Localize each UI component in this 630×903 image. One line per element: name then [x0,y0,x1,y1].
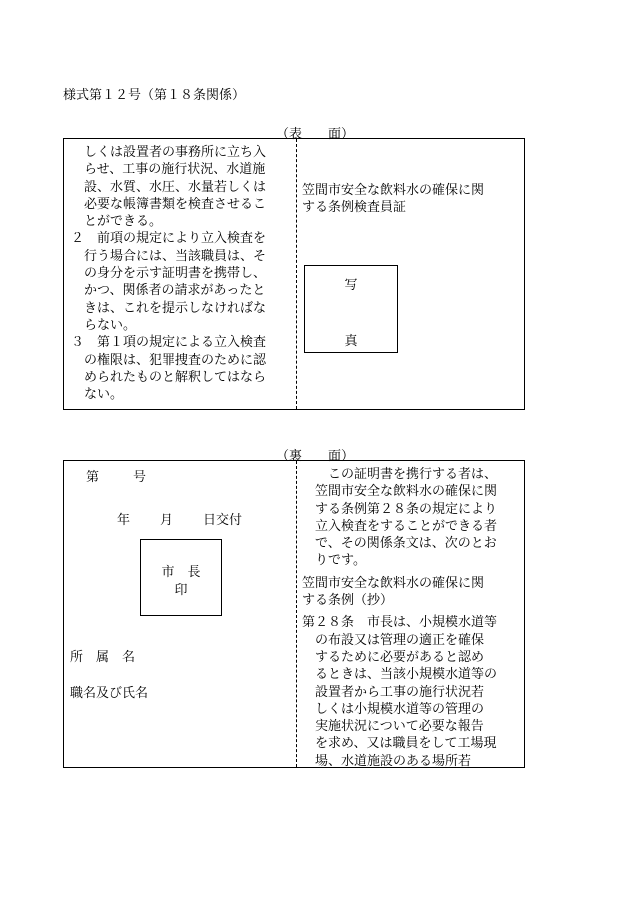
number-label-b: 号 [133,470,147,485]
back-side-label-open: （裏 [276,449,303,464]
back-card-divider [296,461,297,767]
intro-line: する条例第２８条の規定により [315,501,498,517]
front-line: かつ、関係者の請求があったと [84,283,266,299]
article-line: 設置者から工事の施行状況若 [315,684,485,700]
front-title-line: 笠間市安全な飲料水の確保に関 [302,183,485,198]
front-card-title [302,182,522,217]
article-line: しくは小規模水道等の管理の [315,701,485,717]
excerpt-title [302,575,522,610]
front-para-2 [71,230,293,334]
intro-line: 笠間市安全な飲料水の確保に関 [315,484,498,500]
intro-line: 立入検査をすることができる者 [315,518,498,534]
article-line: 実施状況について必要な報告 [315,719,484,735]
front-line: の権限は、犯罪捜査のために認 [84,352,267,368]
photo-label-bottom: 真 [344,334,358,349]
front-line: らない。 [84,317,137,333]
intro-line: で、その関係条文は、次のとお [315,536,497,552]
photo-label-top: 写 [344,278,358,293]
front-line: ない。 [84,387,124,403]
article-line: するために必要があると認め [315,649,485,665]
issue-date-month: 月 [160,513,174,528]
front-card-divider [296,139,297,409]
back-side-label-close: 面） [328,449,355,464]
front-line: らせ、工事の施行状況、水道施 [84,162,266,178]
mayor-seal-box [140,539,222,616]
article-28 [302,614,522,770]
article-line: の布設又は管理の適正を確保 [315,632,485,648]
front-left-text [71,144,293,403]
front-side-label-open: （表 [276,127,303,142]
number-label [86,466,146,485]
back-right-text [302,466,522,770]
seal-line-2: 印 [174,583,188,598]
front-line: ２ 前項の規定により立入検査を [71,231,267,247]
front-line: とができる。 [84,214,163,230]
issue-date-day: 日交付 [203,513,243,528]
front-line: 行う場合には、当該職員は、そ [84,248,267,264]
article-line: を求め、又は職員をして工場現 [315,736,497,752]
front-line: しくは設置者の事務所に立ち入 [84,145,267,160]
front-line: 必要な帳簿書類を検査させるこ [84,196,267,212]
photo-box [304,265,398,353]
front-line: の身分を示す証明書を携帯し、 [84,266,267,282]
article-line: 場、水道施設のある場所若 [315,753,472,769]
seal-line-1: 市 長 [161,565,201,580]
front-side-label-close: 面） [328,127,355,142]
position-name-label: 職名及び氏名 [70,686,149,701]
number-label-a: 第 [86,470,100,485]
front-title-line: する条例検査員証 [302,200,407,216]
issue-date-year: 年 [117,513,131,528]
front-line: ３ 第１項の規定による立入検査 [71,335,267,351]
affiliation-label: 所 属 名 [70,650,136,665]
front-line: きは、これを提示しなければな [84,300,267,316]
intro-line: この証明書を携行する者は、 [328,467,498,482]
excerpt-title-line: する条例（抄） [302,593,394,609]
front-line: 設、水質、水圧、水量若しくは [84,179,267,195]
excerpt-title-line: 笠間市安全な飲料水の確保に関 [302,575,485,591]
article-line: るときは、当該小規模水道等の [315,667,498,683]
article-line: 第２８条 市長は、小規模水道等 [302,615,498,631]
front-para-3 [71,334,293,403]
issue-date [117,509,242,528]
form-number: 様式第１２号（第１８条関係） [63,88,246,103]
intro-line: りです。 [315,553,366,569]
front-line: められたものと解釈してはなら [84,369,267,385]
